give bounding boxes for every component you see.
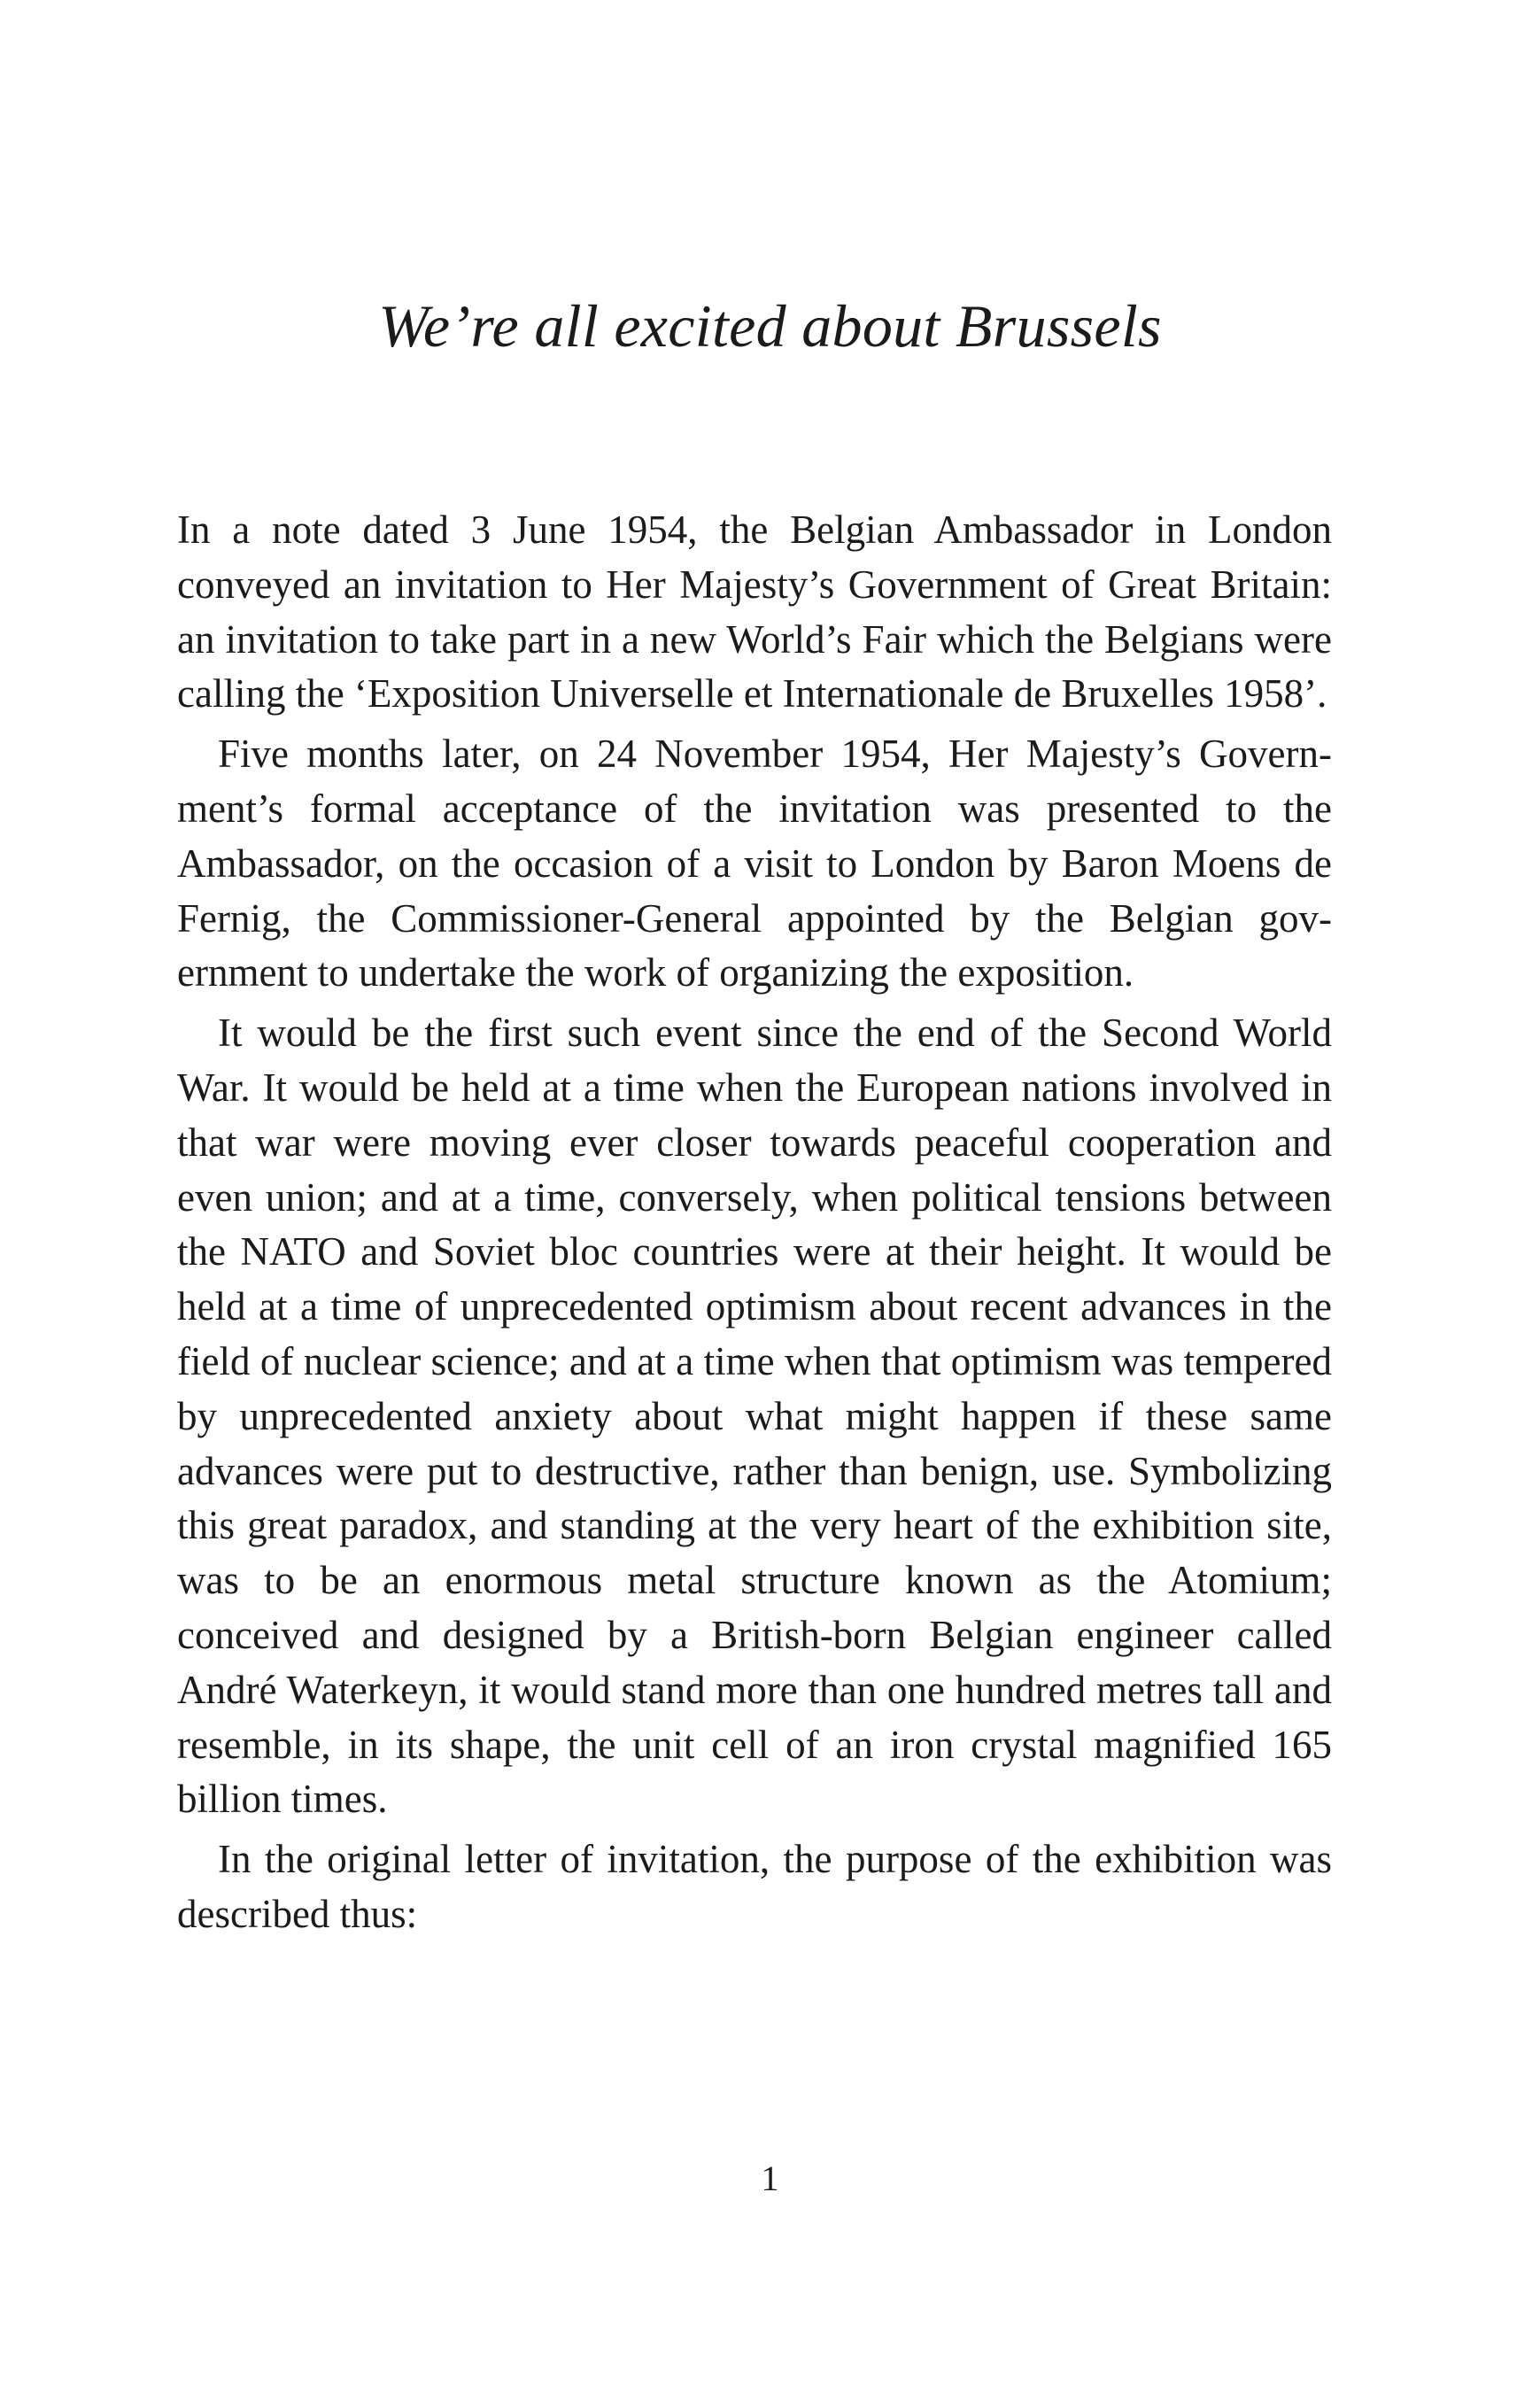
paragraph-2: Five months later, on 24 November 1954, Her Majesty’s Government’s formal acceptance of the invitation was presented to the Ambassador, on the occasion of a visit to London by Baron Moens de Fernig, the Commissioner-General appointed by the Belgian government to undertake the work of organizing the exposition. [177, 732, 1332, 995]
chapter-title: We’re all excited about Brussels [378, 292, 1162, 360]
page-number: 1 [761, 2158, 779, 2198]
body-text [177, 503, 1332, 1948]
paragraph-1: In a note dated 3 June 1954, the Belgian Ambassador in London conveyed an invitation to Her Majesty’s Government of Great Britain: an invitation to take part in a new World’s Fair which the Belgians were calling the ‘Exposition Universelle et Internationale de Bruxelles 1958’. [177, 507, 1332, 717]
paragraph-3: It would be the first such event since the end of the Second World War. It would be held at a time when the European nations involved in that war were moving ever closer towards peaceful cooperation and even union; and at a time, conversely, when political tensions between the NATO and Soviet bloc countries were at their height. It would be held at a time of unprecedented optimism about recent advances in the field of nuclear science; and at a time when that optimism was tempered by unprecedented anxiety about what might happen if these same advances were put to destructive, rather than benign, use. Symbolizing this great paradox, and standing at the very heart of the exhibition site, was to be an enormous metal structure known as the Atomium; conceived and designed by a British-born Belgian engineer called André Waterkeyn, it would stand more than one hundred metres tall and resemble, in its shape, the unit cell of an iron crystal magnified 165 billion times. [177, 1011, 1332, 1822]
paragraph-4: In the original letter of invitation, the purpose of the exhibition was described thus: [177, 1837, 1332, 1936]
